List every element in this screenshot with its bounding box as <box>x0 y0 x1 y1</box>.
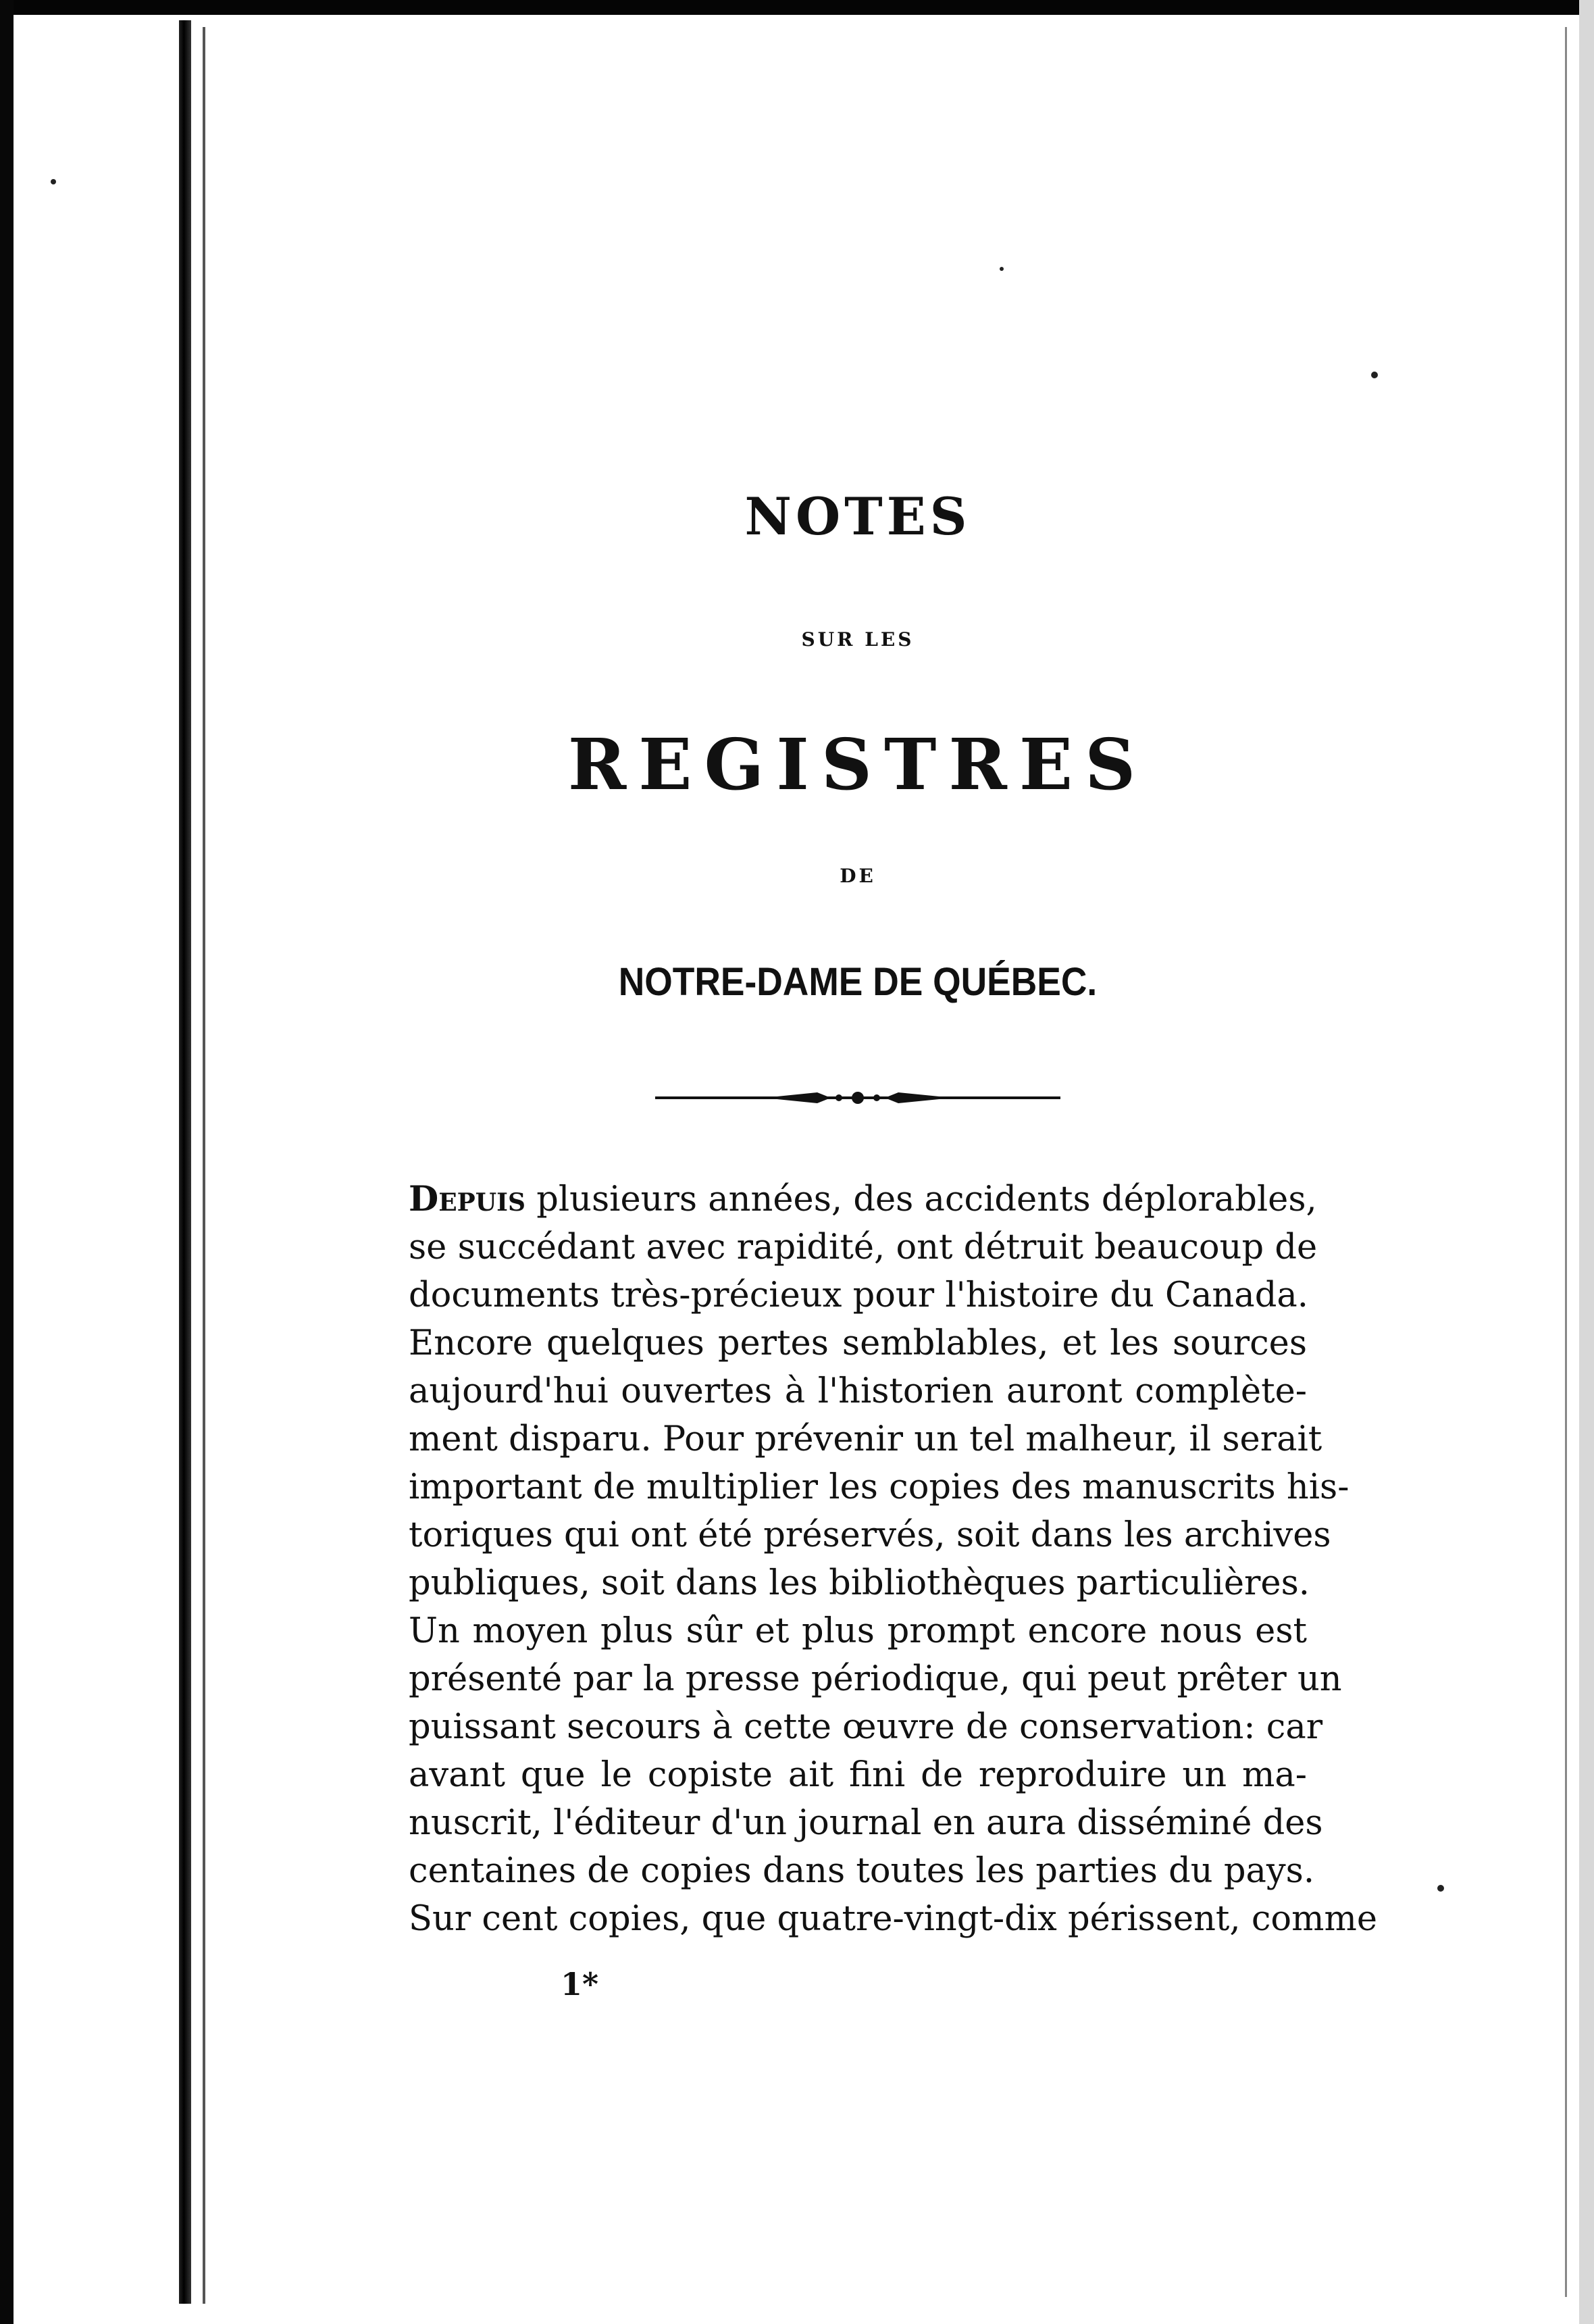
text-line: Un moyen plus sûr et plus prompt encore nous est <box>409 1611 1307 1651</box>
book-page <box>405 0 1378 2324</box>
title-place: NOTRE-DAME DE QUÉBEC. <box>618 960 1098 1004</box>
text-line: Sur cent copies, que quatre-vingt-dix périssent, comme <box>409 1899 1378 1939</box>
ornamental-rule <box>655 1078 1060 1118</box>
text-line: avant que le copiste ait fini de reproduire un ma- <box>409 1755 1307 1795</box>
text-line: documents très-précieux pour l'histoire du Canada. <box>409 1275 1308 1315</box>
text-line: aujourd'hui ouvertes à l'historien auront complète- <box>409 1371 1307 1411</box>
book-spine-shadow <box>179 20 191 2304</box>
lead-word: Depuis <box>409 1179 525 1219</box>
title-notes: NOTES <box>744 486 971 547</box>
title-sur-les: SUR LES <box>801 628 915 651</box>
title-de: DE <box>840 865 876 887</box>
text-line: Depuis plusieurs années, des accidents déplorables, <box>409 1179 1317 1219</box>
text-line: se succédant avec rapidité, ont détruit beaucoup de <box>409 1228 1318 1267</box>
text-line: centaines de copies dans toutes les parties du pays. <box>409 1851 1315 1891</box>
body-paragraph <box>409 1176 1378 1943</box>
signature-mark: 1* <box>561 1966 599 2002</box>
text-line: nuscrit, l'éditeur d'un journal en aura disséminé des <box>409 1803 1323 1843</box>
scan-speck <box>1437 1885 1444 1892</box>
text-line: présenté par la presse périodique, qui peut prêter un <box>409 1659 1342 1699</box>
text-line: ment disparu. Pour prévenir un tel malheur, il serait <box>409 1419 1322 1459</box>
text-line: important de multiplier les copies des manuscrits his- <box>409 1467 1349 1507</box>
scan-speck <box>1000 267 1004 271</box>
text-line: toriques qui ont été préservés, soit dans les archives <box>409 1515 1331 1555</box>
text-line: puissant secours à cette œuvre de conservation: car <box>409 1707 1323 1747</box>
scan-left-edge <box>0 0 14 2324</box>
book-spine-line <box>203 27 205 2304</box>
text-line: Encore quelques pertes semblables, et les sources <box>409 1323 1307 1363</box>
scan-right-edge <box>1579 0 1594 2324</box>
scan-speck <box>1371 372 1378 378</box>
title-registres: REGISTRES <box>567 723 1148 806</box>
text-line: publiques, soit dans les bibliothèques particulières. <box>409 1563 1310 1603</box>
page-right-border <box>1565 27 1567 2297</box>
scan-speck <box>51 179 56 184</box>
